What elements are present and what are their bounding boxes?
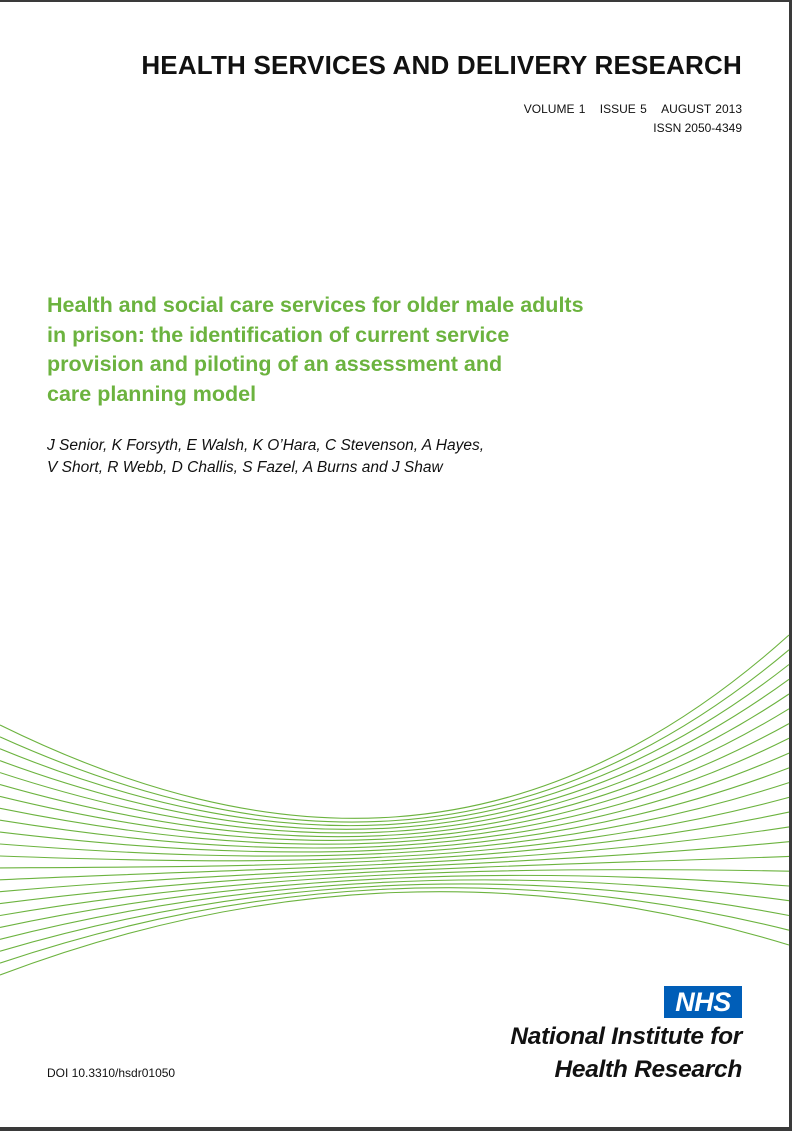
page-border-top [0, 0, 792, 2]
issn-label: ISSN 2050-4349 [653, 121, 742, 135]
wave-line [0, 679, 789, 829]
page-border-bottom [0, 1127, 792, 1131]
publisher-name [510, 1020, 742, 1086]
wave-line [0, 768, 789, 852]
wave-line [0, 665, 789, 826]
wave-line [0, 709, 789, 837]
decorative-wave-lines [0, 620, 792, 980]
publisher-name-line: Health Research [554, 1056, 742, 1083]
wave-line [0, 884, 789, 951]
issue-info [524, 102, 742, 116]
author-line: J Senior, K Forsyth, E Walsh, K O’Hara, C Stevenson, A Hayes, [47, 437, 485, 454]
author-list [47, 435, 484, 479]
journal-title: HEALTH SERVICES AND DELIVERY RESEARCH [141, 50, 742, 80]
date-label: AUGUST 2013 [661, 102, 742, 116]
publisher-name-line: National Institute for [510, 1023, 742, 1050]
wave-line [0, 783, 789, 857]
author-line: V Short, R Webb, D Challis, S Fazel, A Burns and J Shaw [47, 459, 443, 476]
issue-label: ISSUE 5 [599, 102, 647, 116]
doi-label: DOI 10.3310/hsdr01050 [47, 1066, 176, 1080]
wave-line [0, 694, 789, 833]
wave-line [0, 892, 789, 975]
report-title-line: in prison: the identification of current service [47, 322, 510, 347]
wave-line [0, 650, 789, 822]
report-title [47, 291, 667, 409]
volume-label: VOLUME 1 [523, 102, 586, 116]
report-title-line: provision and piloting of an assessment and [47, 352, 503, 376]
wave-line [0, 888, 789, 963]
nhs-logo: NHS [664, 986, 742, 1018]
report-title-line: care planning model [47, 381, 257, 406]
wave-line [0, 875, 789, 927]
report-title-line: Health and social care services for older male adults [47, 293, 584, 317]
wave-line [0, 724, 789, 841]
